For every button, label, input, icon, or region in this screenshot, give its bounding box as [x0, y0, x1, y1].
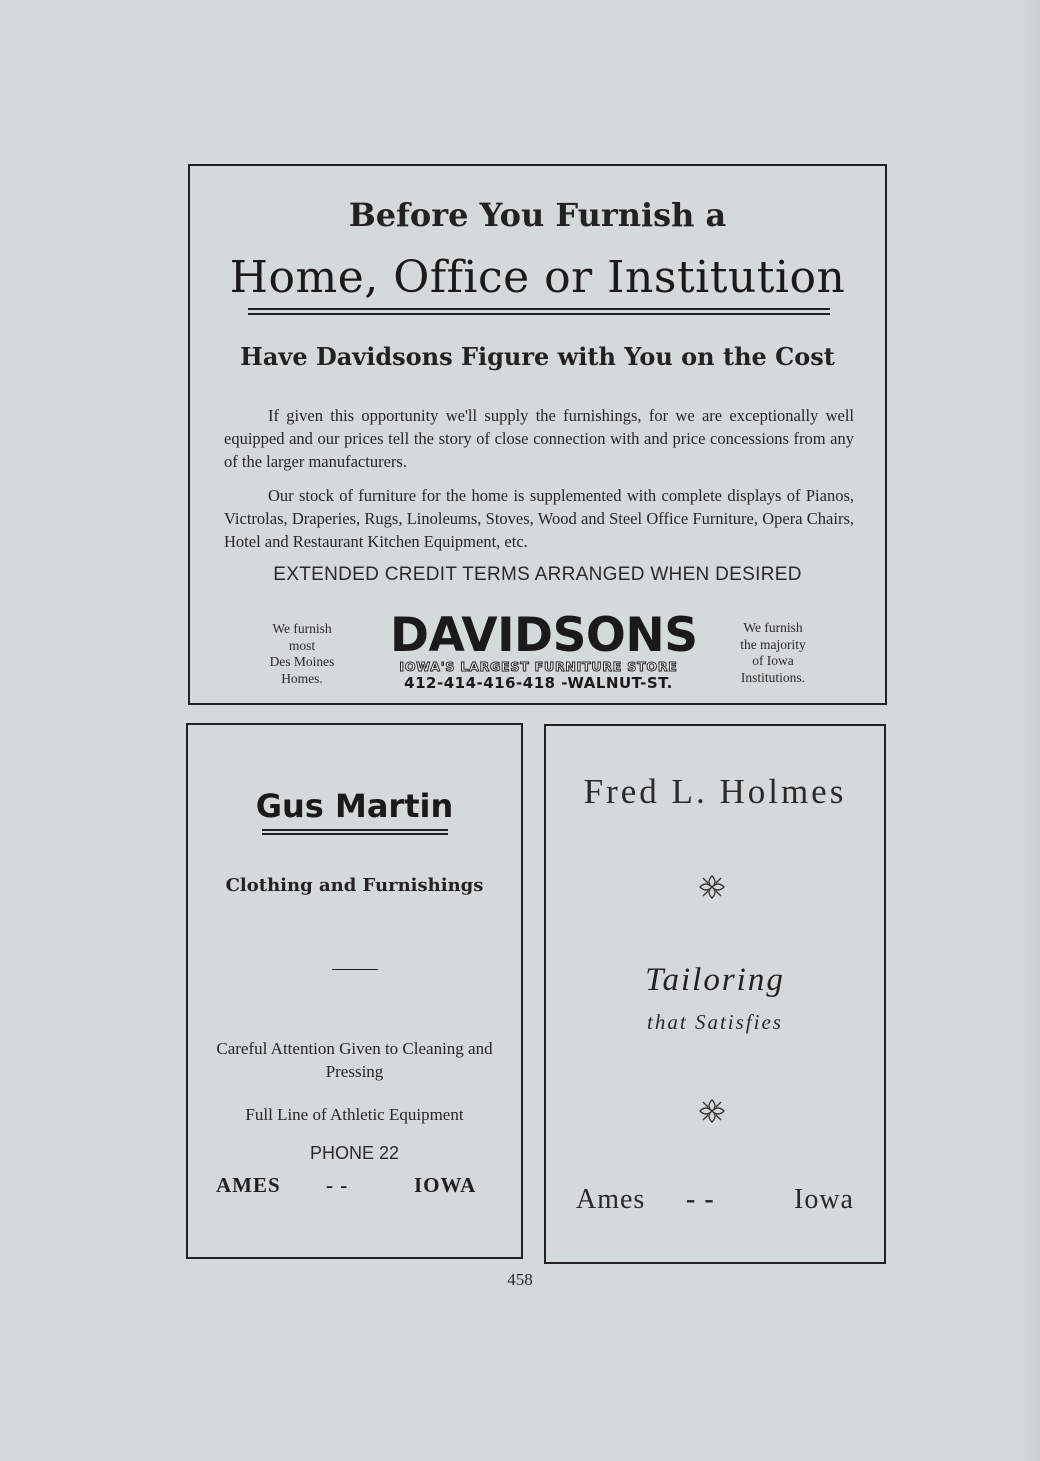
athletic-text: Full Line of Athletic Equipment [245, 1105, 464, 1124]
left-note [252, 621, 352, 687]
fred-holmes-advertisement [544, 724, 886, 1264]
davidsons-paragraph-2: Our stock of furniture for the home is supplemented with complete displays of Pianos, Victrolas, Draperies, Rugs, Linoleums, Stoves, Wood and Steel Office Furniture, Opera Chairs, Hotel and Restaurant Kitchen Equipment, etc. [224, 486, 854, 551]
davidsons-heading-line2: Home, Office or Institution [229, 252, 846, 303]
title-underline-top [262, 829, 448, 831]
davidsons-logo: DAVIDSONS [390, 608, 698, 663]
right-note [718, 620, 828, 686]
floral-ornament-icon [698, 1098, 726, 1124]
right-note-line: the majority [740, 636, 806, 652]
location-separator: - - [326, 1173, 349, 1197]
satisfies-tagline: that Satisfies [647, 1010, 783, 1034]
fred-holmes-title: Fred L. Holmes [583, 772, 847, 811]
title-underline-bottom [262, 833, 448, 835]
city-name: AMES [216, 1173, 281, 1197]
left-note-line: We furnish [272, 621, 332, 636]
floral-ornament-icon [698, 874, 726, 900]
location-separator: - - [686, 1184, 715, 1215]
heading-underline-bottom [248, 313, 830, 315]
right-note-line: of Iowa [752, 653, 794, 668]
service-text: Careful Attention Given to Cleaning and Pressing [216, 1039, 493, 1081]
davidsons-logo-address: 412-414-416-418 -WALNUT-ST. [404, 674, 673, 692]
left-note-line: Des Moines [269, 654, 335, 669]
divider-dash [332, 969, 378, 970]
state-name: Iowa [794, 1184, 854, 1215]
phone-number: PHONE 22 [309, 1143, 400, 1163]
gus-martin-title: Gus Martin [255, 787, 454, 825]
credit-terms: EXTENDED CREDIT TERMS ARRANGED WHEN DESIRED [273, 564, 802, 585]
davidsons-heading-line1: Before You Furnish a [348, 196, 727, 234]
state-name: IOWA [414, 1173, 477, 1197]
page-edge-shadow [1022, 0, 1040, 1461]
davidsons-paragraph-1: If given this opportunity we'll supply the furnishings, for we are exceptionally well equipped and our prices tell the story of close connection with and price concessions from any of the larger manufacturers. [224, 406, 854, 471]
page-number: 458 [507, 1270, 533, 1289]
right-note-line: Institutions. [740, 669, 806, 685]
city-name: Ames [576, 1184, 646, 1215]
davidsons-advertisement [188, 164, 887, 705]
left-note-line: most [288, 637, 316, 653]
gus-martin-subtitle: Clothing and Furnishings [225, 875, 484, 896]
heading-underline-top [248, 308, 830, 310]
davidsons-logo-tagline: IOWA'S LARGEST FURNITURE STORE [399, 659, 678, 674]
left-note-line: Homes. [281, 670, 323, 686]
tailoring-tagline: Tailoring [645, 962, 785, 998]
gus-martin-advertisement [186, 723, 523, 1259]
davidsons-heading-line3: Have Davidsons Figure with You on the Cost [240, 342, 835, 371]
right-note-line: We furnish [743, 620, 803, 635]
